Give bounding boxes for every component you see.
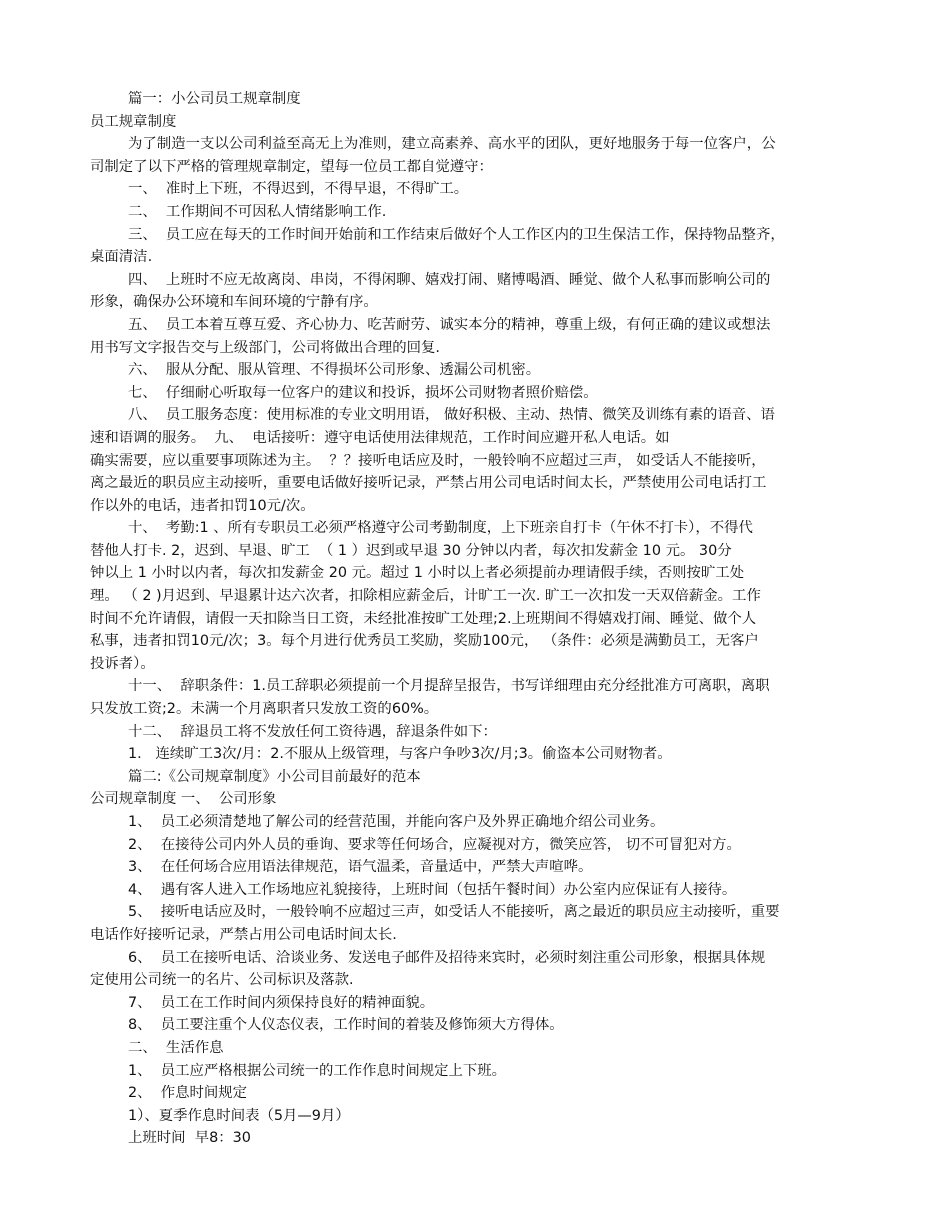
rule-item-cont: 桌面清洁.: [90, 249, 153, 266]
section-heading: 篇一：小公司员工规章制度: [128, 91, 301, 107]
document-title: 员工规章制度: [90, 113, 177, 130]
rule-item: 三、 员工应在每天的工作时间开始前和工作结束后做好个人工作区内的卫生保洁工作，保持物品整齐，: [128, 226, 785, 243]
rule-item-cont: 钟以上 1 小时以内者，每次扣发薪金 20 元。超过 1 小时以上者必须提前办理请假手续，否则按旷工处: [90, 565, 745, 582]
list-item: 2、 在接待公司内外人员的垂询、要求等任何场合，应凝视对方，微笑应答， 切不可冒犯对方。: [128, 836, 741, 853]
rule-item-cont: 离之最近的职员应主动接听，重要电话做好接听记录，严禁占用公司电话时间太长，严禁使用公司电话打工: [90, 475, 767, 492]
list-item: 3、 在任何场合应用语法律规范，语气温柔，音量适中，严禁大声喧哗。: [128, 859, 593, 876]
schedule-line: 上班时间 早8：30: [128, 1130, 251, 1147]
list-item: 6、 员工在接听电话、洽谈业务、发送电子邮件及招待来宾时，必须时刻注重公司形象，根据具体规: [128, 949, 766, 966]
rule-item-cont: 替他人打卡. 2，迟到、早退、旷工 （ 1 ）迟到或早退 30 分钟以内者，每次扣发薪金 10 元。 30分: [90, 542, 732, 559]
rule-item: 八、 员工服务态度：使用标准的专业文明用语， 做好积极、主动、热情、微笑及训练有素的语音、语: [128, 407, 775, 424]
list-item: 1、 员工应严格根据公司统一的工作作息时间规定上下班。: [128, 1062, 507, 1079]
rule-item-cont: 理。 （ 2 )月迟到、早退累计达六次者，扣除相应薪金后，计旷工一次. 旷工一次扣发一天双倍薪金。工作: [90, 588, 761, 605]
paragraph-line: 司制定了以下严格的管理规章制定，望每一位员工都自觉遵守：: [90, 158, 493, 175]
list-item: 4、 遇有客人进入工作场地应礼貌接待，上班时间（包括午餐时间）办公室内应保证有人接待。: [128, 881, 737, 898]
list-item-cont: 定使用公司统一的名片、公司标识及落款.: [90, 972, 354, 989]
rule-item-cont: 作以外的电话，违者扣罚10元/次。: [90, 497, 315, 514]
subsection-title: 二、 生活作息: [128, 1039, 224, 1056]
section-heading: 篇二:《公司规章制度》小公司目前最好的范本: [128, 768, 421, 785]
list-item: 7、 员工在工作时间内须保持良好的精神面貌。: [128, 994, 435, 1011]
list-item: 5、 接听电话应及时，一般铃响不应超过三声，如受话人不能接听，离之最近的职员应主动接听，重要: [128, 904, 780, 921]
rule-item-cont: 确实需要，应以重要事项陈述为主。 ？？接听电话应及时，一般铃响不应超过三声， 如受话人不能接听，: [90, 452, 766, 469]
rule-item-cont: 形象，确保办公环境和车间环境的宁静有序。: [90, 294, 378, 311]
rule-item-cont: 时间不允许请假，请假一天扣除当日工资，未经批准按旷工处理;2.上班期间不得嬉戏打闹、睡觉、做个人: [90, 610, 757, 627]
rule-item-cont: 只发放工资;2。未满一个月离职者只发放工资的60%。: [90, 701, 439, 718]
rule-item: 七、 仔细耐心听取每一位客户的建议和投诉，损坏公司财物者照价赔偿。: [128, 384, 598, 401]
list-item: 1、 员工必须清楚地了解公司的经营范围，并能向客户及外界正确地介绍公司业务。: [128, 814, 665, 830]
rule-item: 一、 准时上下班，不得迟到，不得早退，不得旷工。: [128, 181, 469, 198]
rule-item-cont: 投诉者）。: [90, 655, 155, 672]
rule-item: 1. 连续旷工3次/月：2.不服从上级管理，与客户争吵3次/月;3。偷盗本公司财物者。: [128, 746, 672, 763]
rule-item: 十、 考勤:1 、所有专职员工必须严格遵守公司考勤制度，上下班亲自打卡（午休不打卡），不得代: [128, 520, 753, 537]
list-item-cont: 电话作好接听记录，严禁占用公司电话时间太长.: [90, 926, 397, 943]
rule-item: 二、 工作期间不可因私人情绪影响工作.: [128, 203, 387, 220]
rule-item: 十一、 辞职条件：1.员工辞职必须提前一个月提辞呈报告，书写详细理由充分经批准方可离职，离职: [128, 678, 770, 695]
rule-item: 五、 员工本着互尊互爱、齐心协力、吃苦耐劳、诚实本分的精神，尊重上级，有何正确的建议或想法: [128, 316, 771, 333]
list-item: 2、 作息时间规定: [128, 1085, 248, 1102]
rule-item-cont: 用书写文字报告交与上级部门，公司将做出合理的回复.: [90, 339, 440, 356]
rule-item-cont: 私事，违者扣罚10元/次；3。每个月进行优秀员工奖励，奖励100元， （条件：必须是满勤员工，无客户: [90, 633, 759, 650]
schedule-heading: 1）、夏季作息时间表（5月—9月）: [128, 1107, 350, 1124]
subsection-title: 公司规章制度 一、 公司形象: [90, 791, 277, 808]
list-item: 8、 员工要注重个人仪态仪表，工作时间的着装及修饰须大方得体。: [128, 1017, 564, 1034]
rule-item-cont: 速和语调的服务。 九、 电话接听：遵守电话使用法律规范，工作时间应避开私人电话。如: [90, 429, 670, 446]
rule-item: 六、 服从分配、服从管理、不得损坏公司形象、透漏公司机密。: [128, 362, 541, 379]
paragraph-line: 为了制造一支以公司利益至高无上为准则，建立高素养、高水平的团队，更好地服务于每一位客户，公: [128, 136, 776, 153]
rule-item: 十二、 辞退员工将不发放任何工资待遇，辞退条件如下：: [128, 723, 497, 740]
rule-item: 四、 上班时不应无故离岗、串岗，不得闲聊、嬉戏打闹、赌博喝酒、睡觉、做个人私事而影响公司的: [128, 271, 771, 288]
